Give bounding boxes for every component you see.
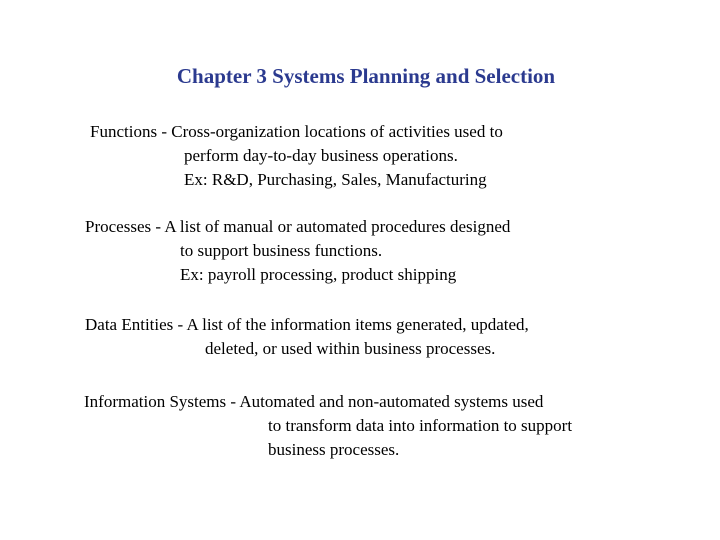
section-term: Processes (85, 217, 152, 236)
section-processes (85, 215, 510, 287)
slide-title: Chapter 3 Systems Planning and Selection (176, 64, 556, 88)
section-line: to support business functions. (180, 241, 383, 260)
section-term: Information Systems (84, 392, 227, 411)
section-example-line: Ex: R&D, Purchasing, Sales, Manufacturing (184, 170, 487, 189)
section-information-systems (84, 390, 572, 462)
section-term: Data Entities (85, 315, 174, 334)
section-line: to transform data into information to support (268, 416, 573, 435)
section-data-entities (85, 313, 529, 361)
section-definition: - A list of manual or automated procedures designed (151, 217, 511, 236)
section-line: deleted, or used within business processes. (205, 339, 496, 358)
section-first-line (85, 215, 510, 239)
section-first-line (84, 390, 572, 414)
section-definition: - A list of the information items generated, updated, (173, 315, 529, 334)
section-first-line (85, 313, 529, 337)
section-definition: - Cross-organization locations of activities used to (157, 122, 503, 141)
section-definition: - Automated and non-automated systems used (226, 392, 544, 411)
section-line: business processes. (268, 440, 400, 459)
section-term: Functions (90, 122, 158, 141)
section-line: perform day-to-day business operations. (184, 146, 458, 165)
section-first-line (90, 120, 503, 144)
section-example-line: Ex: payroll processing, product shipping (180, 265, 457, 284)
section-functions (90, 120, 503, 192)
